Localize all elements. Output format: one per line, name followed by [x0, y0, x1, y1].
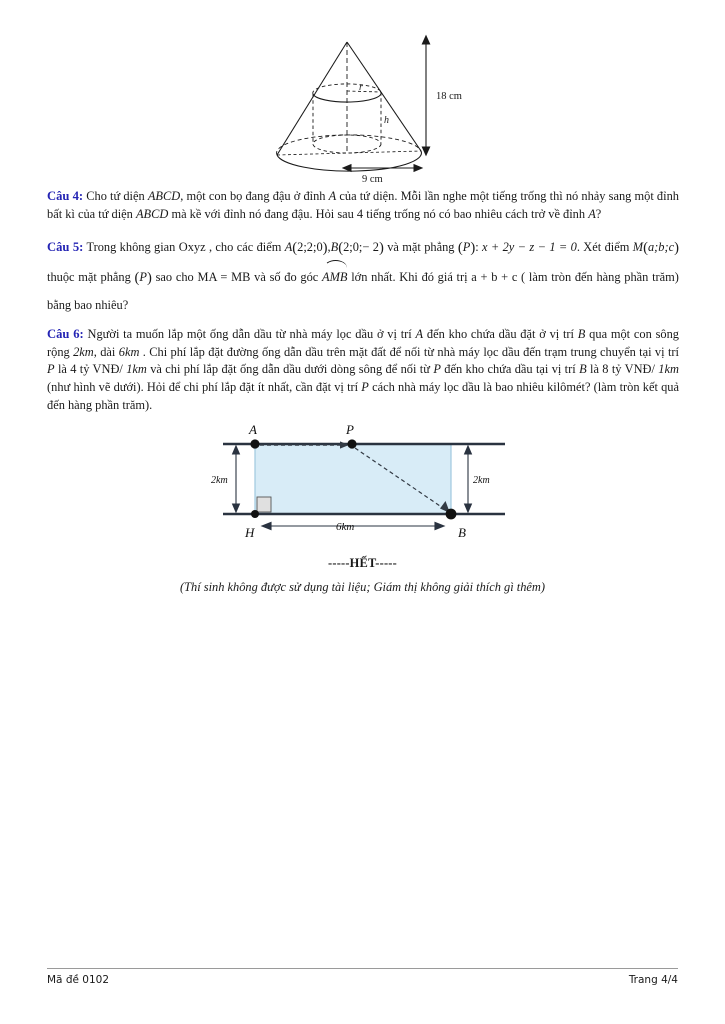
- footer-divider: [47, 968, 678, 969]
- question-6-text-9: là 8 tỷ VNĐ/: [590, 362, 655, 377]
- question-6-text-3: qua một con sông rộng: [47, 326, 679, 359]
- point-a-dot: [250, 439, 259, 448]
- unit-cost-water: 1km: [658, 362, 679, 377]
- question-cau-4: [47, 188, 679, 223]
- question-4-text-2: , một con bọ đang đậu ở đỉnh: [180, 189, 326, 203]
- question-label-6: Câu 6:: [47, 326, 84, 341]
- question-5-text-8: lớn nhất. Khi đó giá trị: [351, 270, 468, 284]
- question-4-text-4: mà kề với đỉnh nó đang đậu. Hỏi sau 4 tiếng trống nó có bao nhiêu cách trở về đỉnh: [171, 206, 586, 221]
- river-water-fill: [255, 444, 451, 514]
- point-a-name: A: [284, 240, 293, 255]
- point-p-dot: [347, 439, 356, 448]
- question-5-text-6: sao cho: [155, 270, 194, 284]
- question-4-text-3: của tứ diện. Mỗi lần nghe một tiếng trống thì nó nhảy sang một đỉnh bất kì của tứ diện: [47, 189, 679, 221]
- plane-p-ref-2: (P): [134, 270, 152, 287]
- height-dimension: [422, 36, 429, 155]
- location-b: B: [577, 326, 586, 341]
- question-6-text-5: . Chi phí lắp đặt đường ống dẫn dầu trên mặt đất để nối từ nhà máy lọc dầu đến trạm trung chuyển tại vị trí: [142, 344, 679, 359]
- cylinder-radius-line: [347, 91, 381, 92]
- questions-container: [47, 188, 679, 421]
- river-label-bottom-length: 6km: [336, 521, 355, 533]
- cone-figure: [250, 18, 500, 186]
- end-of-exam-mark: -----HẾT-----: [328, 556, 397, 570]
- point-m-coords: a;b;c: [647, 240, 675, 255]
- river-label-left-width: 2km: [211, 475, 228, 486]
- question-5-text-2: , cho các điểm: [208, 240, 282, 255]
- left-width-dimension: [233, 446, 240, 512]
- location-p-3: P: [361, 379, 369, 394]
- cylinder-radius-label: r: [359, 82, 363, 93]
- question-6-text-6: là 4 tỷ VNĐ/: [57, 362, 123, 377]
- plane-equation: x + 2y − z − 1 = 0: [482, 240, 577, 255]
- question-6-text-11: cách nhà máy lọc dầu là bao nhiêu kilômét? (làm tròn kết quả đến hàng phần trăm).: [47, 379, 679, 412]
- question-5-text-5: thuộc mặt phẳng: [47, 270, 131, 284]
- question-5-text-9: ( làm tròn đến hàng phần trăm) bằng bao nhiêu?: [47, 270, 679, 312]
- point-b-definition: B(2;0;− 2): [330, 240, 384, 257]
- plane-p-equation: (P): x + 2y − z − 1 = 0: [457, 240, 577, 257]
- page-footer: [47, 974, 678, 986]
- right-width-dimension: [465, 446, 472, 512]
- point-h-dot: [251, 510, 259, 518]
- question-5-text-1: Trong không gian: [86, 240, 176, 255]
- plane-p-name-2: P: [139, 270, 147, 284]
- question-cau-5: [47, 234, 679, 316]
- unit-cost-land: 1km: [126, 362, 147, 377]
- question-cau-6: [47, 326, 679, 414]
- question-4-abcd-1: ABCD: [147, 189, 181, 203]
- river-label-b: B: [458, 525, 466, 540]
- river-length-value: 6km: [118, 344, 140, 359]
- point-m-definition: M(a;b;c): [632, 240, 679, 257]
- point-b-coords: 2;0;− 2: [343, 240, 379, 255]
- location-b-2: B: [579, 362, 587, 377]
- plane-p-name: P: [462, 240, 471, 255]
- question-5-text-3: và mặt phẳng: [387, 240, 455, 255]
- river-label-p: P: [346, 422, 354, 437]
- exam-code-label: Mã đề 0102: [47, 974, 110, 986]
- location-a: A: [415, 326, 424, 341]
- question-4-text-1: Cho tứ diện: [86, 189, 145, 203]
- question-6-text-10: (như hình vẽ dưới). Hỏi để chi phí lắp đặt ít nhất, cần đặt vị trí: [47, 379, 359, 394]
- location-p: P: [47, 362, 55, 377]
- question-4-vertex-a-1: A: [328, 189, 337, 203]
- question-5-text-7: và số đo góc: [254, 270, 319, 284]
- question-6-text-1: Người ta muốn lắp một ống dẫn dầu từ nhà máy lọc dầu ở vị trí: [87, 326, 412, 341]
- point-b-dot: [446, 509, 457, 520]
- cone-radius-label: 9 cm: [362, 174, 383, 185]
- equation-ma-equals-mb: MA = MB: [197, 270, 251, 284]
- point-a-definition: A(2;2;0): [284, 240, 328, 257]
- question-6-text-8: đến kho chứa dầu tại vị trí: [444, 362, 576, 377]
- location-p-2: P: [433, 362, 441, 377]
- question-5-text-4: . Xét điểm: [576, 240, 630, 255]
- exam-instruction-note: (Thí sinh không được sử dụng tài liệu; Giám thị không giải thích gì thêm): [180, 580, 545, 594]
- question-label-5: Câu 5:: [47, 240, 84, 255]
- question-4-vertex-a-2: A: [588, 206, 596, 221]
- question-6-text-2: đến kho chứa dầu đặt ở vị trí: [426, 326, 574, 341]
- point-a-coords: 2;2;0: [297, 240, 323, 255]
- comma-sep-1: ,: [327, 240, 331, 255]
- point-b-name: B: [330, 240, 339, 255]
- point-m-name: M: [632, 240, 644, 255]
- radius-dimension: [343, 165, 422, 172]
- question-4-abcd-2: ABCD: [135, 206, 169, 221]
- river-label-a: A: [249, 422, 257, 437]
- expression-a-plus-b-plus-c: a + b + c: [471, 270, 518, 284]
- question-label-4: Câu 4:: [47, 189, 84, 203]
- question-4-text-5: ?: [595, 206, 602, 221]
- coordinate-space-oxyz: Oxyz: [178, 240, 206, 255]
- river-label-right-width: 2km: [473, 475, 490, 486]
- river-figure: [205, 412, 525, 542]
- question-6-text-4: , dài: [93, 344, 116, 359]
- question-6-text-7: và chi phí lắp đặt ống dẫn dầu dưới dòng sông để nối từ: [150, 362, 430, 377]
- page-number-label: Trang 4/4: [628, 974, 678, 986]
- river-label-h: H: [245, 525, 255, 540]
- cone-base-diameter: [277, 151, 421, 155]
- angle-amb: AMB: [322, 263, 347, 289]
- river-width-value: 2km: [73, 344, 94, 359]
- cylinder-height-label: h: [384, 115, 389, 126]
- right-angle-marker: [257, 497, 271, 512]
- cone-height-label: 18 cm: [436, 91, 462, 102]
